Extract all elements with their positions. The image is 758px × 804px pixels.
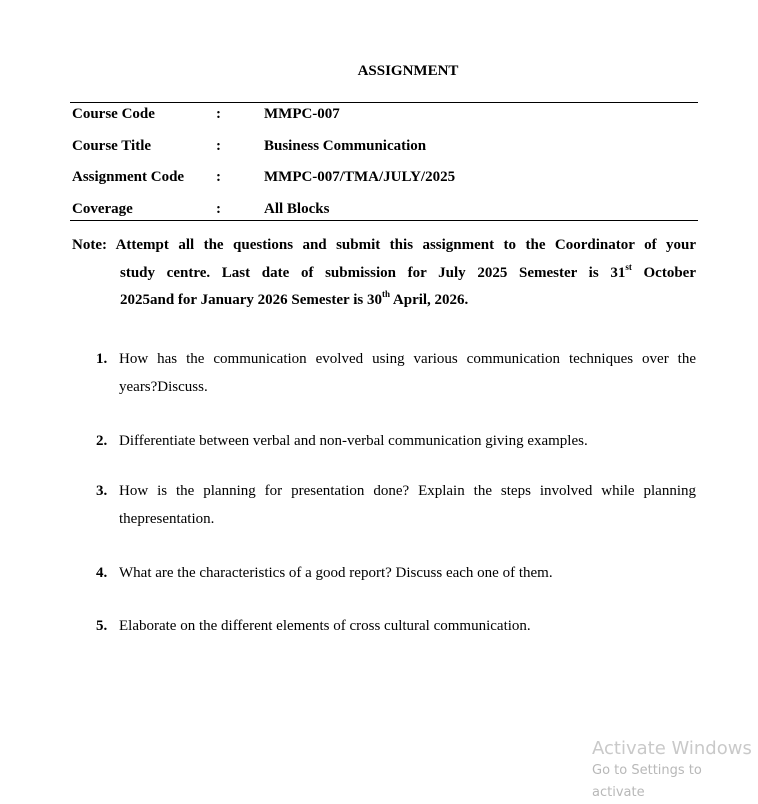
meta-value: MMPC-007/TMA/JULY/2025: [264, 169, 456, 185]
meta-row-assignment-code: [72, 169, 698, 189]
meta-row-course-title: [72, 138, 698, 158]
meta-value: Business Communication: [264, 138, 427, 154]
meta-row-course-code: [72, 106, 698, 126]
note-text: study centre. Last date of submission for July 2025 Semester is 31: [120, 264, 626, 281]
question-number: 5.: [96, 618, 108, 634]
watermark-title: Activate Windows: [592, 738, 752, 759]
question-line: thepresentation.: [119, 511, 215, 527]
question-text: [119, 427, 696, 455]
question-line: What are the characteristics of a good report? Discuss each one of them.: [119, 565, 553, 581]
ordinal-suffix: st: [625, 261, 632, 272]
meta-value: MMPC-007: [264, 106, 340, 122]
meta-label: Coverage: [72, 201, 133, 217]
activate-windows-watermark: [592, 738, 758, 804]
meta-colon: :: [216, 106, 221, 122]
meta-label: Course Title: [72, 138, 152, 154]
note-text: October: [631, 264, 696, 281]
bottom-rule: [70, 220, 698, 221]
note-text: 2025and for January 2026 Semester is 30: [120, 292, 382, 308]
top-rule: [70, 102, 698, 103]
meta-colon: :: [216, 169, 221, 185]
question-line: years?Discuss.: [119, 379, 208, 395]
meta-colon: :: [216, 201, 221, 217]
question-line: How has the communication evolved using various communication techniques over the: [119, 351, 696, 367]
meta-value: All Blocks: [264, 201, 330, 217]
note-text: April, 2026.: [389, 292, 469, 308]
page-title: ASSIGNMENT: [357, 63, 459, 79]
note-line-2: [72, 260, 696, 288]
meta-colon: :: [216, 138, 221, 154]
note-line-3: [72, 287, 696, 315]
meta-row-coverage: [72, 201, 698, 221]
question-line: Elaborate on the different elements of cross cultural communication.: [119, 618, 531, 634]
submission-note: [72, 232, 696, 315]
question-text: [119, 477, 696, 533]
question-number: 2.: [96, 433, 108, 449]
question-line: How is the planning for presentation done? Explain the steps involved while planning: [119, 483, 696, 499]
question-line: Differentiate between verbal and non-verbal communication giving examples.: [119, 433, 588, 449]
question-text: [119, 559, 696, 587]
question-number: 4.: [96, 565, 108, 581]
watermark-subtitle: Go to Settings to activate: [592, 763, 702, 800]
question-number: 1.: [96, 351, 108, 367]
question-text: [119, 612, 696, 640]
ordinal-suffix: th: [381, 289, 390, 299]
question-text: [119, 345, 696, 401]
meta-label: Assignment Code: [72, 169, 185, 185]
question-number: 3.: [96, 483, 108, 499]
note-line-1: Note: Attempt all the questions and submit this assignment to the Coordinator of your: [72, 237, 696, 253]
meta-label: Course Code: [72, 106, 155, 122]
